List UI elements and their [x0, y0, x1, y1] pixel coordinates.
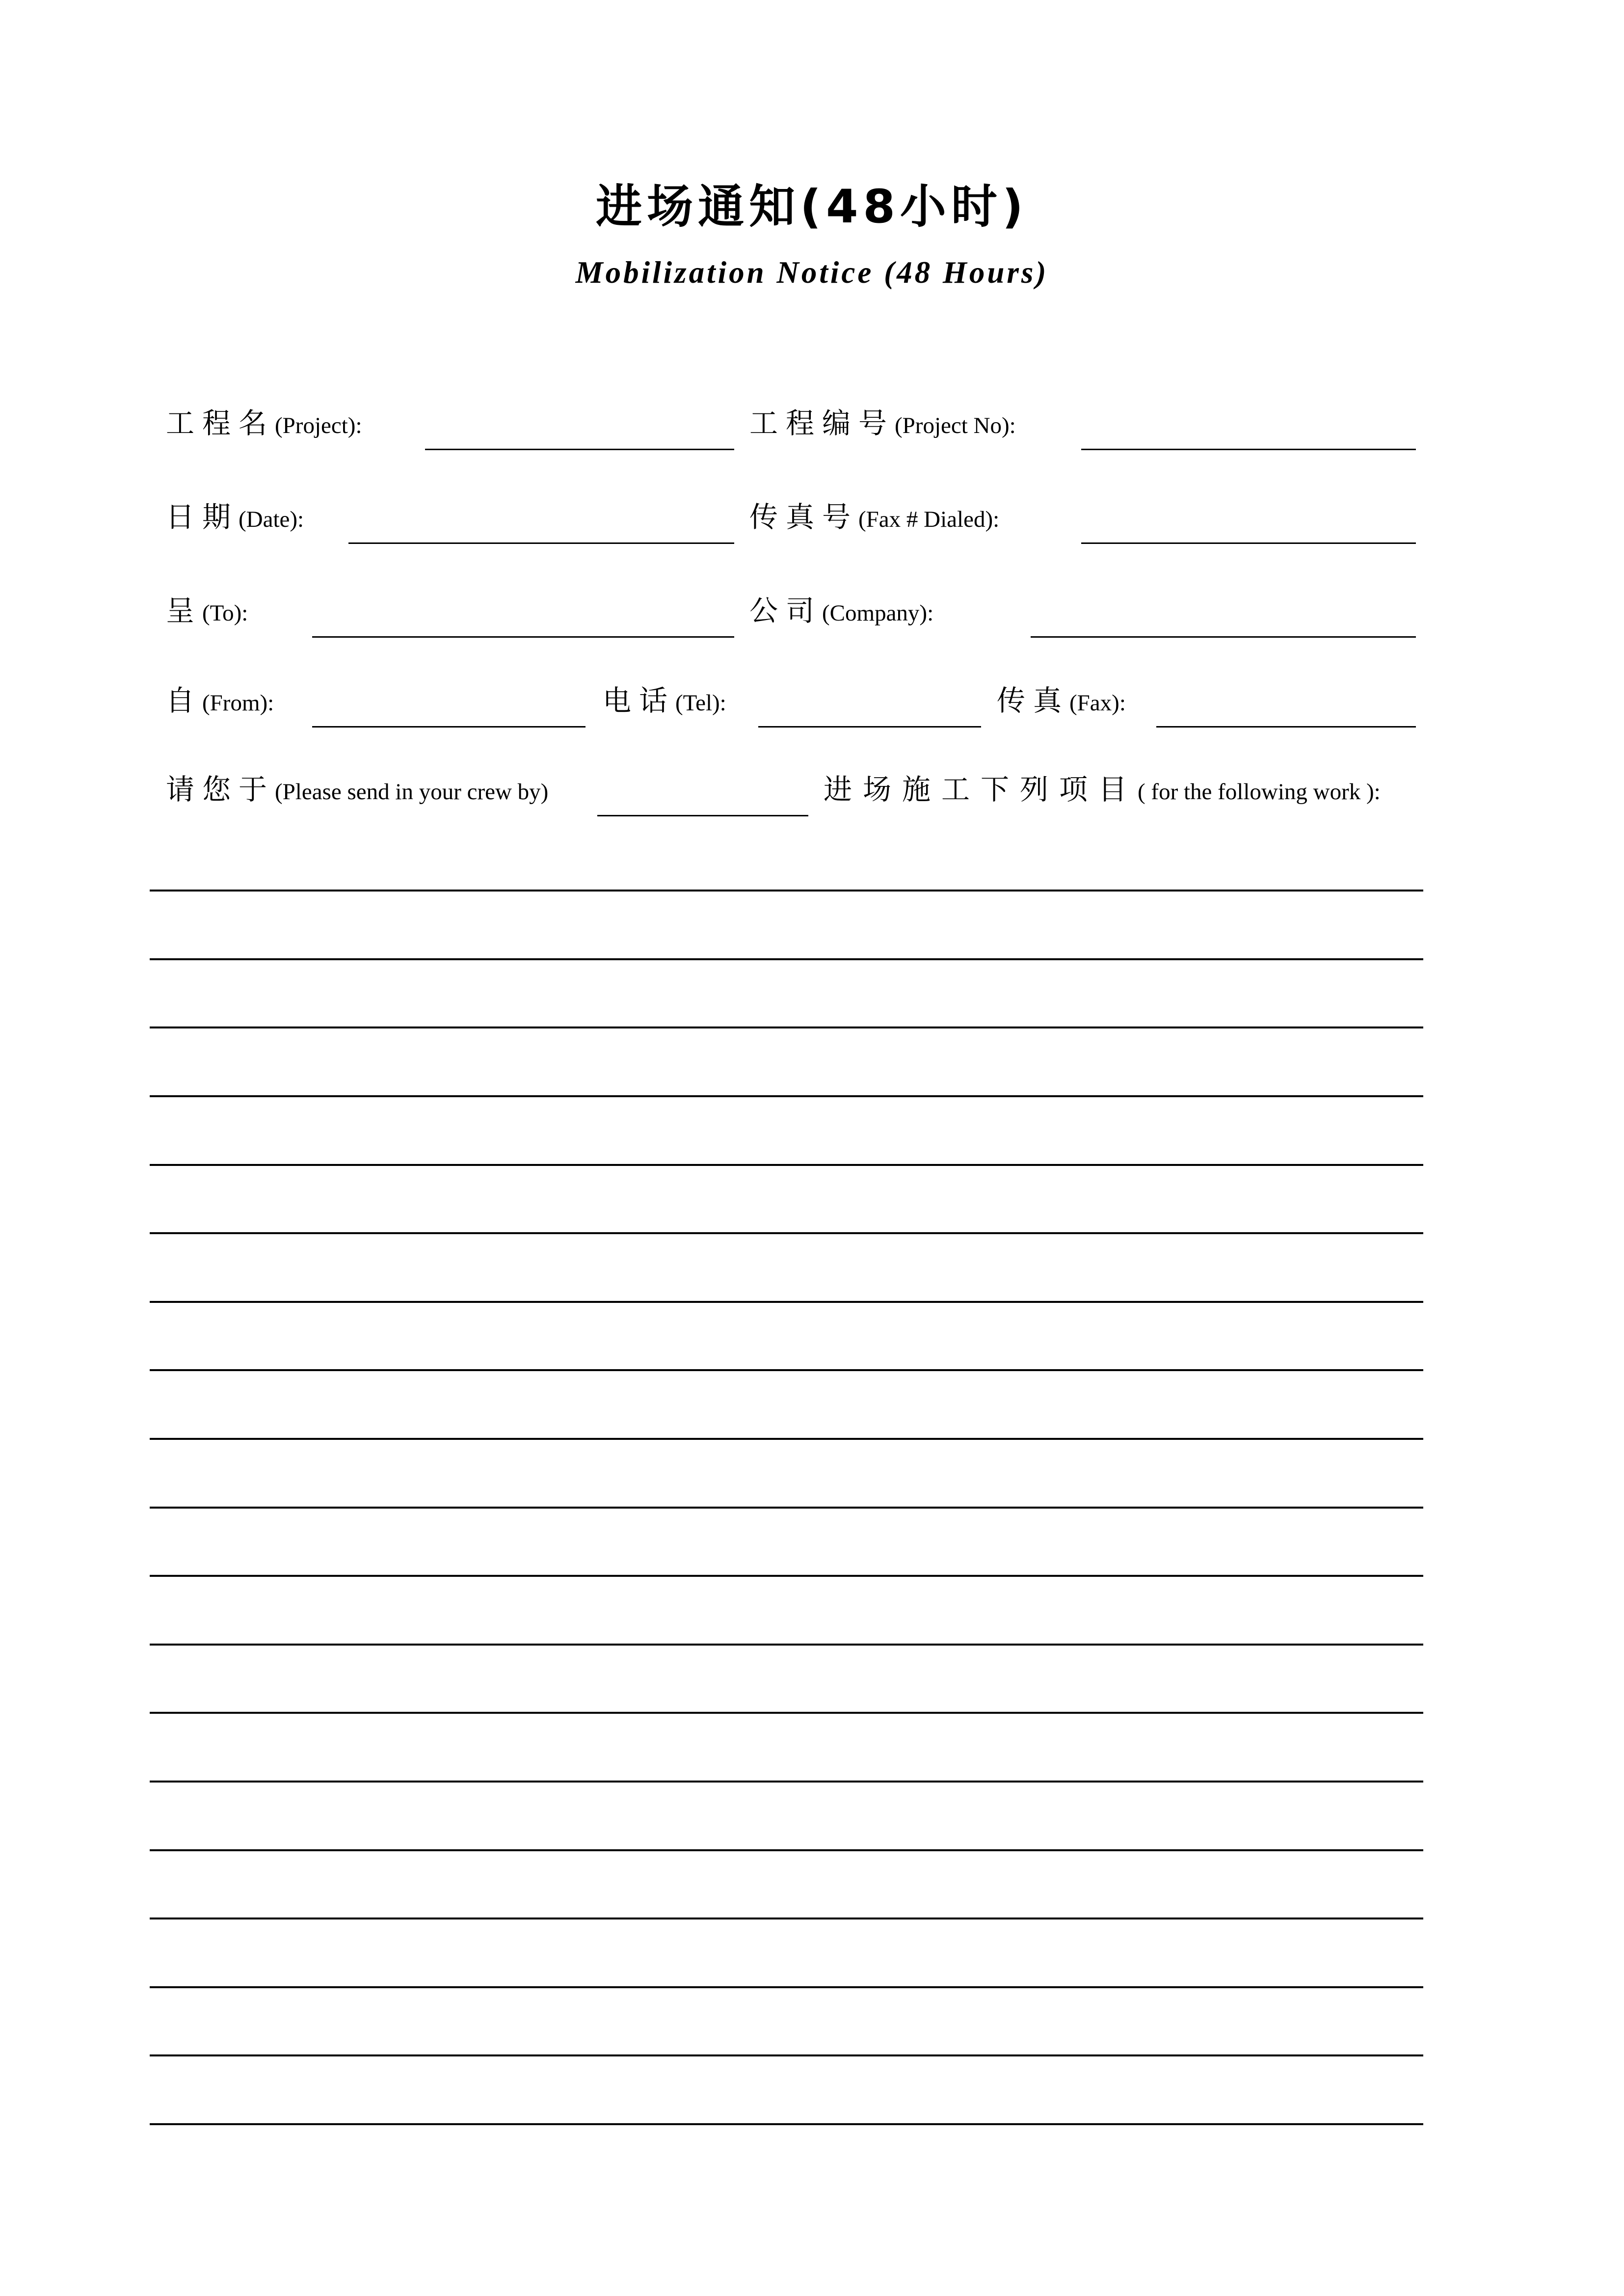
from-label-en: (From): [202, 690, 274, 716]
work-line[interactable] [150, 1781, 1423, 1783]
project-no-label [749, 404, 1016, 450]
following-work-label-zh: 进场施工下列项目 [824, 773, 1138, 806]
project-label [166, 404, 362, 450]
project-no-field[interactable] [1081, 449, 1416, 450]
project-no-label-zh: 工程编号 [749, 406, 895, 440]
work-line[interactable] [150, 1438, 1423, 1440]
to-field[interactable] [312, 636, 734, 638]
crew-by-label-zh: 请您于 [166, 773, 275, 806]
work-line[interactable] [150, 1164, 1423, 1166]
project-no-label-en: (Project No): [895, 413, 1016, 438]
page-subtitle: Mobilization Notice (48 Hours) [575, 255, 1049, 290]
work-line[interactable] [150, 1301, 1423, 1303]
tel-label [603, 681, 726, 728]
project-label-en: (Project): [275, 413, 362, 438]
from-label-zh: 自 [166, 684, 203, 717]
crew-by-label-en: (Please send in your crew by) [275, 779, 549, 805]
work-line[interactable] [150, 1986, 1423, 1988]
work-line[interactable] [150, 1026, 1423, 1028]
crew-by-label [166, 770, 548, 816]
company-field[interactable] [1031, 636, 1416, 638]
project-field[interactable] [425, 449, 734, 450]
work-line[interactable] [150, 2123, 1423, 2125]
fax-dialed-label [749, 497, 999, 544]
fax-label-zh: 传真 [997, 684, 1070, 717]
tel-label-zh: 电话 [603, 684, 676, 717]
fax-label-en: (Fax): [1069, 690, 1126, 716]
following-work-label-en: ( for the following work ): [1138, 779, 1381, 805]
work-line[interactable] [150, 1095, 1423, 1097]
to-label-zh: 呈 [166, 594, 203, 627]
work-line[interactable] [150, 1507, 1423, 1509]
fax-field[interactable] [1156, 726, 1416, 728]
project-label-zh: 工程名 [166, 406, 275, 440]
work-line[interactable] [150, 1849, 1423, 1851]
work-line[interactable] [150, 958, 1423, 960]
date-label-en: (Date): [239, 507, 304, 532]
company-label-zh: 公司 [749, 594, 823, 627]
title-hours: (48小时) [800, 180, 1028, 234]
company-label [749, 591, 933, 638]
work-line[interactable] [150, 1369, 1423, 1371]
from-label [166, 681, 274, 728]
to-label [166, 591, 248, 638]
date-label-zh: 日期 [166, 500, 239, 534]
company-label-en: (Company): [822, 600, 934, 626]
date-label [166, 497, 304, 544]
work-line[interactable] [150, 890, 1423, 891]
crew-by-date-field[interactable] [597, 815, 808, 816]
from-field[interactable] [312, 726, 586, 728]
tel-label-en: (Tel): [675, 690, 726, 716]
fax-dialed-label-en: (Fax # Dialed): [858, 507, 1000, 532]
work-line[interactable] [150, 1644, 1423, 1646]
date-field[interactable] [348, 542, 734, 544]
fax-label [997, 681, 1126, 728]
fax-dialed-field[interactable] [1081, 542, 1416, 544]
page-title [0, 178, 1624, 237]
fax-dialed-label-zh: 传真号 [749, 500, 859, 534]
work-line[interactable] [150, 1575, 1423, 1577]
to-label-en: (To): [202, 600, 248, 626]
following-work-label [824, 770, 1381, 816]
work-line[interactable] [150, 1232, 1423, 1234]
tel-field[interactable] [758, 726, 981, 728]
title-zh: 进场通知 [596, 180, 800, 234]
work-line[interactable] [150, 2054, 1423, 2056]
work-line[interactable] [150, 1918, 1423, 1919]
work-line[interactable] [150, 1712, 1423, 1714]
